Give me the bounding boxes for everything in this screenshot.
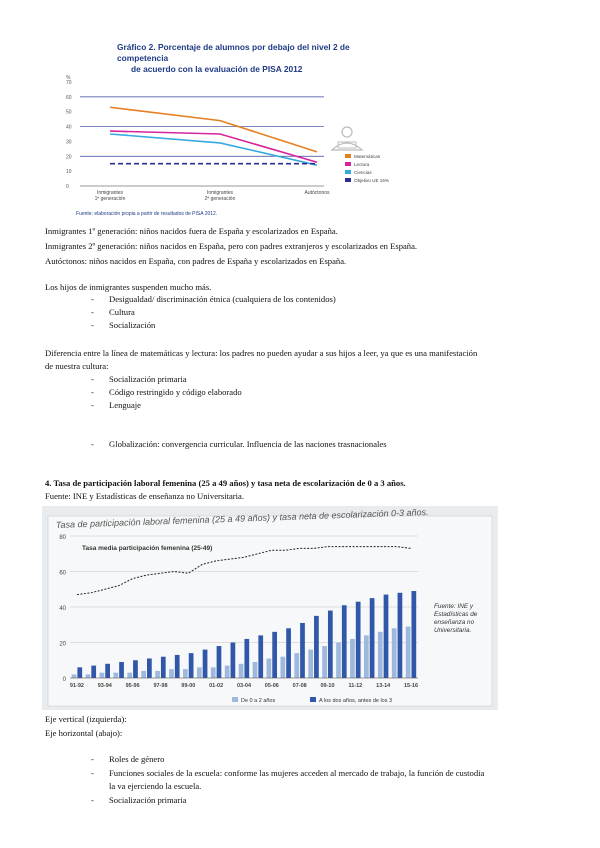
list-dash: -: [91, 374, 94, 384]
x-tick-label: 97-98: [153, 683, 168, 689]
series-line-0: [110, 107, 317, 152]
bar-2-3: [133, 660, 138, 678]
bar-2-3: [77, 667, 82, 678]
bar-2-3: [189, 653, 194, 678]
bar-0-2: [225, 666, 230, 678]
x-tick-label: 91-92: [69, 683, 84, 689]
bar-0-2: [308, 650, 313, 678]
bar-2-3: [411, 591, 416, 678]
bar-0-2: [113, 673, 118, 678]
bar-2-3: [286, 628, 291, 678]
list-dash: -: [91, 307, 94, 317]
chart2-source-note: Estadísticas de: [434, 611, 478, 618]
bar-2-3: [147, 658, 152, 678]
paragraph-diferencia-2: de nuestra cultura:: [45, 361, 109, 371]
line-label: Tasa media participación femenina (25-49): [82, 545, 213, 553]
list-item: Roles de género: [109, 754, 165, 764]
x-tick-label: 2ª generación: [204, 196, 236, 202]
bar-2-3: [91, 666, 96, 678]
bar-2-3: [231, 643, 236, 679]
legend-swatch: [345, 162, 351, 166]
icon-body: [332, 143, 362, 150]
bar-2-3: [272, 632, 277, 678]
bar-2-3: [314, 616, 319, 678]
x-tick-label: Inmigrantes: [96, 190, 124, 196]
list-dash: -: [91, 439, 94, 449]
bar-0-2: [280, 657, 285, 678]
legend-swatch: [345, 170, 351, 174]
list-item: Funciones sociales de la escuela: conforme las mujeres acceden al mercado de trabajo, la función de custodia: [109, 768, 485, 778]
x-tick-label: 1ª generación: [94, 196, 126, 202]
paragraph-suspenden: Los hijos de inmigrantes suspenden mucho más.: [45, 282, 212, 292]
y-tick-label: 20: [66, 154, 72, 161]
legend-swatch: [345, 178, 351, 182]
bar-2-3: [300, 623, 305, 678]
bar-2-3: [119, 662, 124, 678]
list-item-continuation: la va ejerciendo la escuela.: [109, 781, 202, 791]
series-line-2: [110, 134, 317, 165]
bar-0-2: [197, 667, 202, 678]
y-tick-label: 0: [62, 677, 66, 683]
chart2-source-note: Fuente: INE y: [434, 603, 474, 610]
y-tick-label: 10: [66, 169, 72, 176]
list-dash: -: [91, 387, 94, 397]
legend-label: Matemáticas: [354, 154, 381, 159]
bar-2-3: [328, 611, 333, 678]
list-item: Socialización: [109, 320, 156, 330]
list-dash: -: [91, 768, 94, 778]
bar-0-2: [350, 639, 355, 678]
y-tick-label: 50: [66, 109, 72, 116]
chart2-source-note: Universitaria.: [434, 627, 472, 634]
definition-autoctonos: Autóctonos: niños nacidos en España, con padres de España y escolarizados en España.: [45, 256, 347, 266]
pisa-chart-svg: [62, 36, 389, 222]
y-tick-label: 20: [59, 641, 66, 648]
axis-horizontal-note: Eje horizontal (abajo):: [45, 728, 123, 738]
bar-0-2: [127, 673, 132, 678]
bar-2-3: [342, 605, 347, 678]
definition-1g: Inmigrantes 1º generación: niños nacidos fuera de España y escolarizados en España.: [45, 226, 338, 236]
x-tick-label: 07-08: [292, 683, 307, 689]
bar-0-2: [364, 635, 369, 678]
definition-2g: Inmigrantes 2º generación: niños nacidos en España, pero con padres extranjeros y escolarizados en España.: [45, 241, 418, 251]
list-item: Cultura: [109, 307, 135, 317]
bar-2-3: [105, 664, 110, 678]
bar-0-2: [322, 646, 327, 678]
bar-2-3: [356, 602, 361, 678]
bar-0-2: [253, 662, 258, 678]
list-dash: -: [91, 294, 94, 304]
list-item: Globalización: convergencia curricular. Influencia de las naciones trasnacionales: [109, 439, 387, 449]
x-tick-label: 99-00: [181, 683, 196, 689]
bar-2-3: [203, 650, 208, 678]
pisa-chart: [62, 36, 389, 222]
bar-0-2: [141, 671, 146, 678]
x-tick-label: 13-14: [376, 683, 391, 689]
icon-head: [342, 127, 352, 137]
y-tick-label: 70: [66, 80, 72, 86]
chart2-title: Tasa de participación laboral femenina (25 a 49 años) y tasa neta de escolarización 0-3 años.: [55, 506, 429, 530]
pisa-title-line2: de acuerdo con la evaluación de PISA 2012: [131, 64, 303, 74]
bar-2-3: [258, 635, 263, 678]
x-tick-label: 11-12: [348, 683, 363, 689]
bar-0-2: [392, 628, 397, 678]
students-icon: [332, 127, 362, 150]
x-tick-label: 03-04: [236, 683, 252, 689]
bar-0-2: [155, 671, 160, 678]
bar-0-2: [211, 667, 216, 678]
list-item: Desigualdad/ discriminación étnica (cualquiera de los contenidos): [109, 294, 336, 304]
bar-2-3: [398, 593, 403, 678]
bar-0-2: [100, 673, 105, 678]
x-tick-label: Autóctonos: [304, 190, 330, 196]
participation-chart: [42, 506, 498, 710]
list-dash: -: [91, 400, 94, 410]
bar-0-2: [239, 664, 244, 678]
y-tick-label: 60: [59, 570, 66, 577]
bar-2-3: [217, 646, 222, 678]
legend-swatch: [345, 154, 351, 158]
bar-0-2: [72, 674, 77, 678]
list-item: Lenguaje: [109, 400, 141, 410]
x-tick-label: 95-96: [125, 683, 140, 689]
bar-0-2: [183, 669, 188, 678]
legend-label: A los dos años, antes de los 3: [319, 698, 393, 704]
bar-0-2: [267, 658, 272, 678]
chart2-source-note: enseñanza no: [434, 619, 475, 626]
y-tick-label: 60: [66, 94, 72, 101]
x-tick-label: 93-94: [97, 683, 112, 689]
bar-0-2: [336, 643, 341, 679]
bar-0-2: [86, 674, 91, 678]
axis-vertical-note: Eje vertical (izquierda):: [45, 714, 127, 724]
list-dash: -: [91, 754, 94, 764]
list-item: Socialización primaria: [109, 795, 187, 805]
x-tick-label: 15-16: [404, 683, 419, 689]
legend-label: De 0 a 2 años: [241, 698, 276, 704]
legend-swatch: [232, 697, 238, 702]
list-dash: -: [91, 320, 94, 330]
legend-label: Lectura: [354, 162, 370, 167]
paragraph-diferencia-1: Diferencia entre la línea de matemáticas y lectura: los padres no pueden ayudar a sus hijos a leer, ya que es una manifestación: [45, 348, 478, 358]
section-4-heading: 4. Tasa de participación laboral femenina (25 a 49 años) y tasa neta de escolarización de 0 a 3 años.: [45, 478, 406, 488]
y-tick-label: 80: [59, 535, 66, 541]
bar-0-2: [294, 653, 299, 678]
y-tick-label: 30: [66, 139, 72, 146]
x-tick-label: 01-02: [209, 683, 224, 689]
y-tick-label: 40: [66, 124, 72, 131]
legend-swatch: [310, 697, 316, 702]
y-tick-label: 0: [66, 184, 69, 190]
x-tick-label: 09-10: [320, 683, 335, 689]
list-item: Socialización primaria: [109, 374, 187, 384]
bar-0-2: [406, 627, 411, 678]
legend-label: Objetivo UE 15%: [354, 178, 389, 183]
y-tick-label: 40: [59, 606, 66, 612]
bar-0-2: [169, 669, 174, 678]
bar-0-2: [378, 632, 383, 678]
bar-2-3: [175, 655, 180, 678]
x-tick-label: Inmigrantes: [206, 190, 234, 196]
list-item: Código restringido y código elaborado: [109, 387, 242, 397]
bar-2-3: [370, 598, 375, 678]
participation-chart-svg: [42, 506, 498, 710]
legend-label: Ciencias: [354, 170, 372, 175]
bar-2-3: [161, 657, 166, 678]
list-dash: -: [91, 795, 94, 805]
pisa-title-line1: Gráfico 2. Porcentaje de alumnos por debajo del nivel 2 de competencia: [117, 42, 350, 63]
section-4-source: Fuente: INE y Estadísticas de enseñanza no Universitaria.: [45, 491, 245, 501]
y-unit-label: %: [66, 75, 71, 81]
bar-2-3: [384, 595, 389, 678]
x-tick-label: 05-06: [264, 683, 279, 689]
pisa-chart-source: Fuente: elaboración propia a partir de resultados de PISA 2012.: [76, 211, 218, 217]
bar-2-3: [244, 639, 249, 678]
